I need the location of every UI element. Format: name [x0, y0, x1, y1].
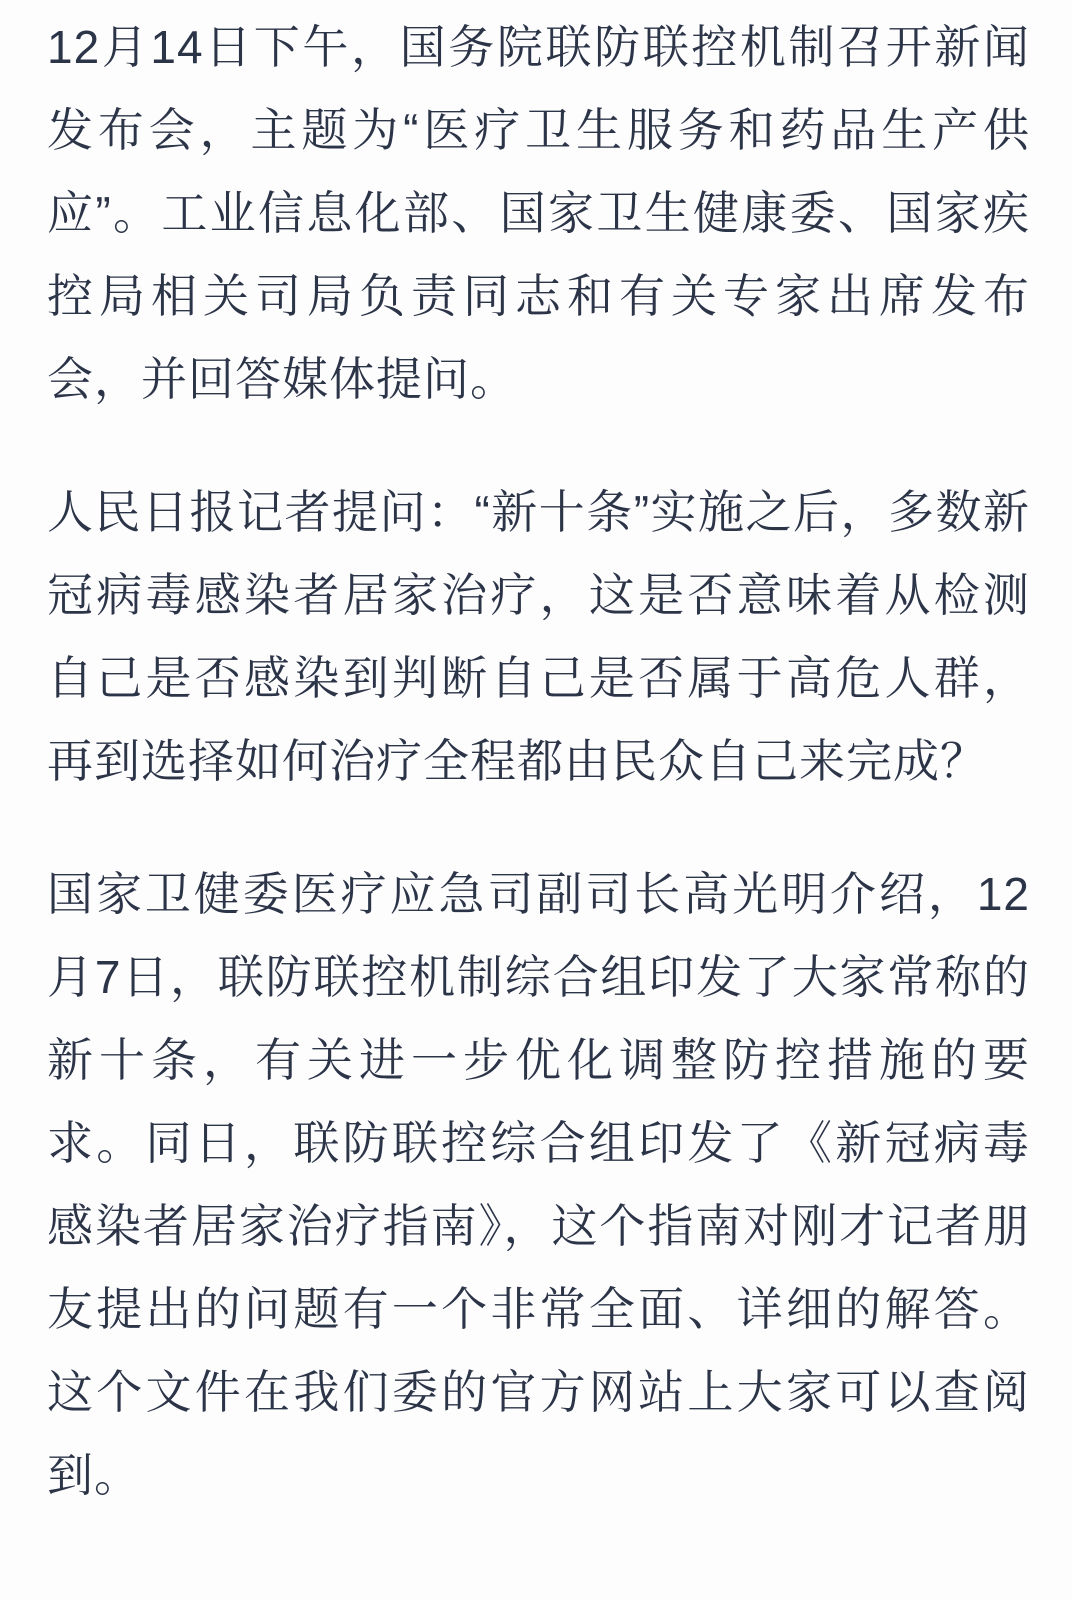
article-paragraph-intro: 12月14日下午，国务院联防联控机制召开新闻发布会，主题为“医疗卫生服务和药品生产供应”。工业信息化部、国家卫生健康委、国家疾控局相关司局负责同志和有关专家出席发布会，并回答媒体提问。: [47, 21, 1030, 405]
article-paragraph-reporter-question: 人民日报记者提问：“新十条”实施之后，多数新冠病毒感染者居家治疗，这是否意味着从检测自己是否感染到判断自己是否属于高危人群，再到选择如何治疗全程都由民众自己来完成？: [47, 486, 1030, 787]
article-paragraph-official-answer: 国家卫健委医疗应急司副司长高光明介绍，12月7日，联防联控机制综合组印发了大家常称的新十条，有关进一步优化调整防控措施的要求。同日，联防联控综合组印发了《新冠病毒感染者居家治疗指南》，这个指南对刚才记者朋友提出的问题有一个非常全面、详细的解答。这个文件在我们委的官方网站上大家可以查阅到。: [47, 868, 1030, 1501]
